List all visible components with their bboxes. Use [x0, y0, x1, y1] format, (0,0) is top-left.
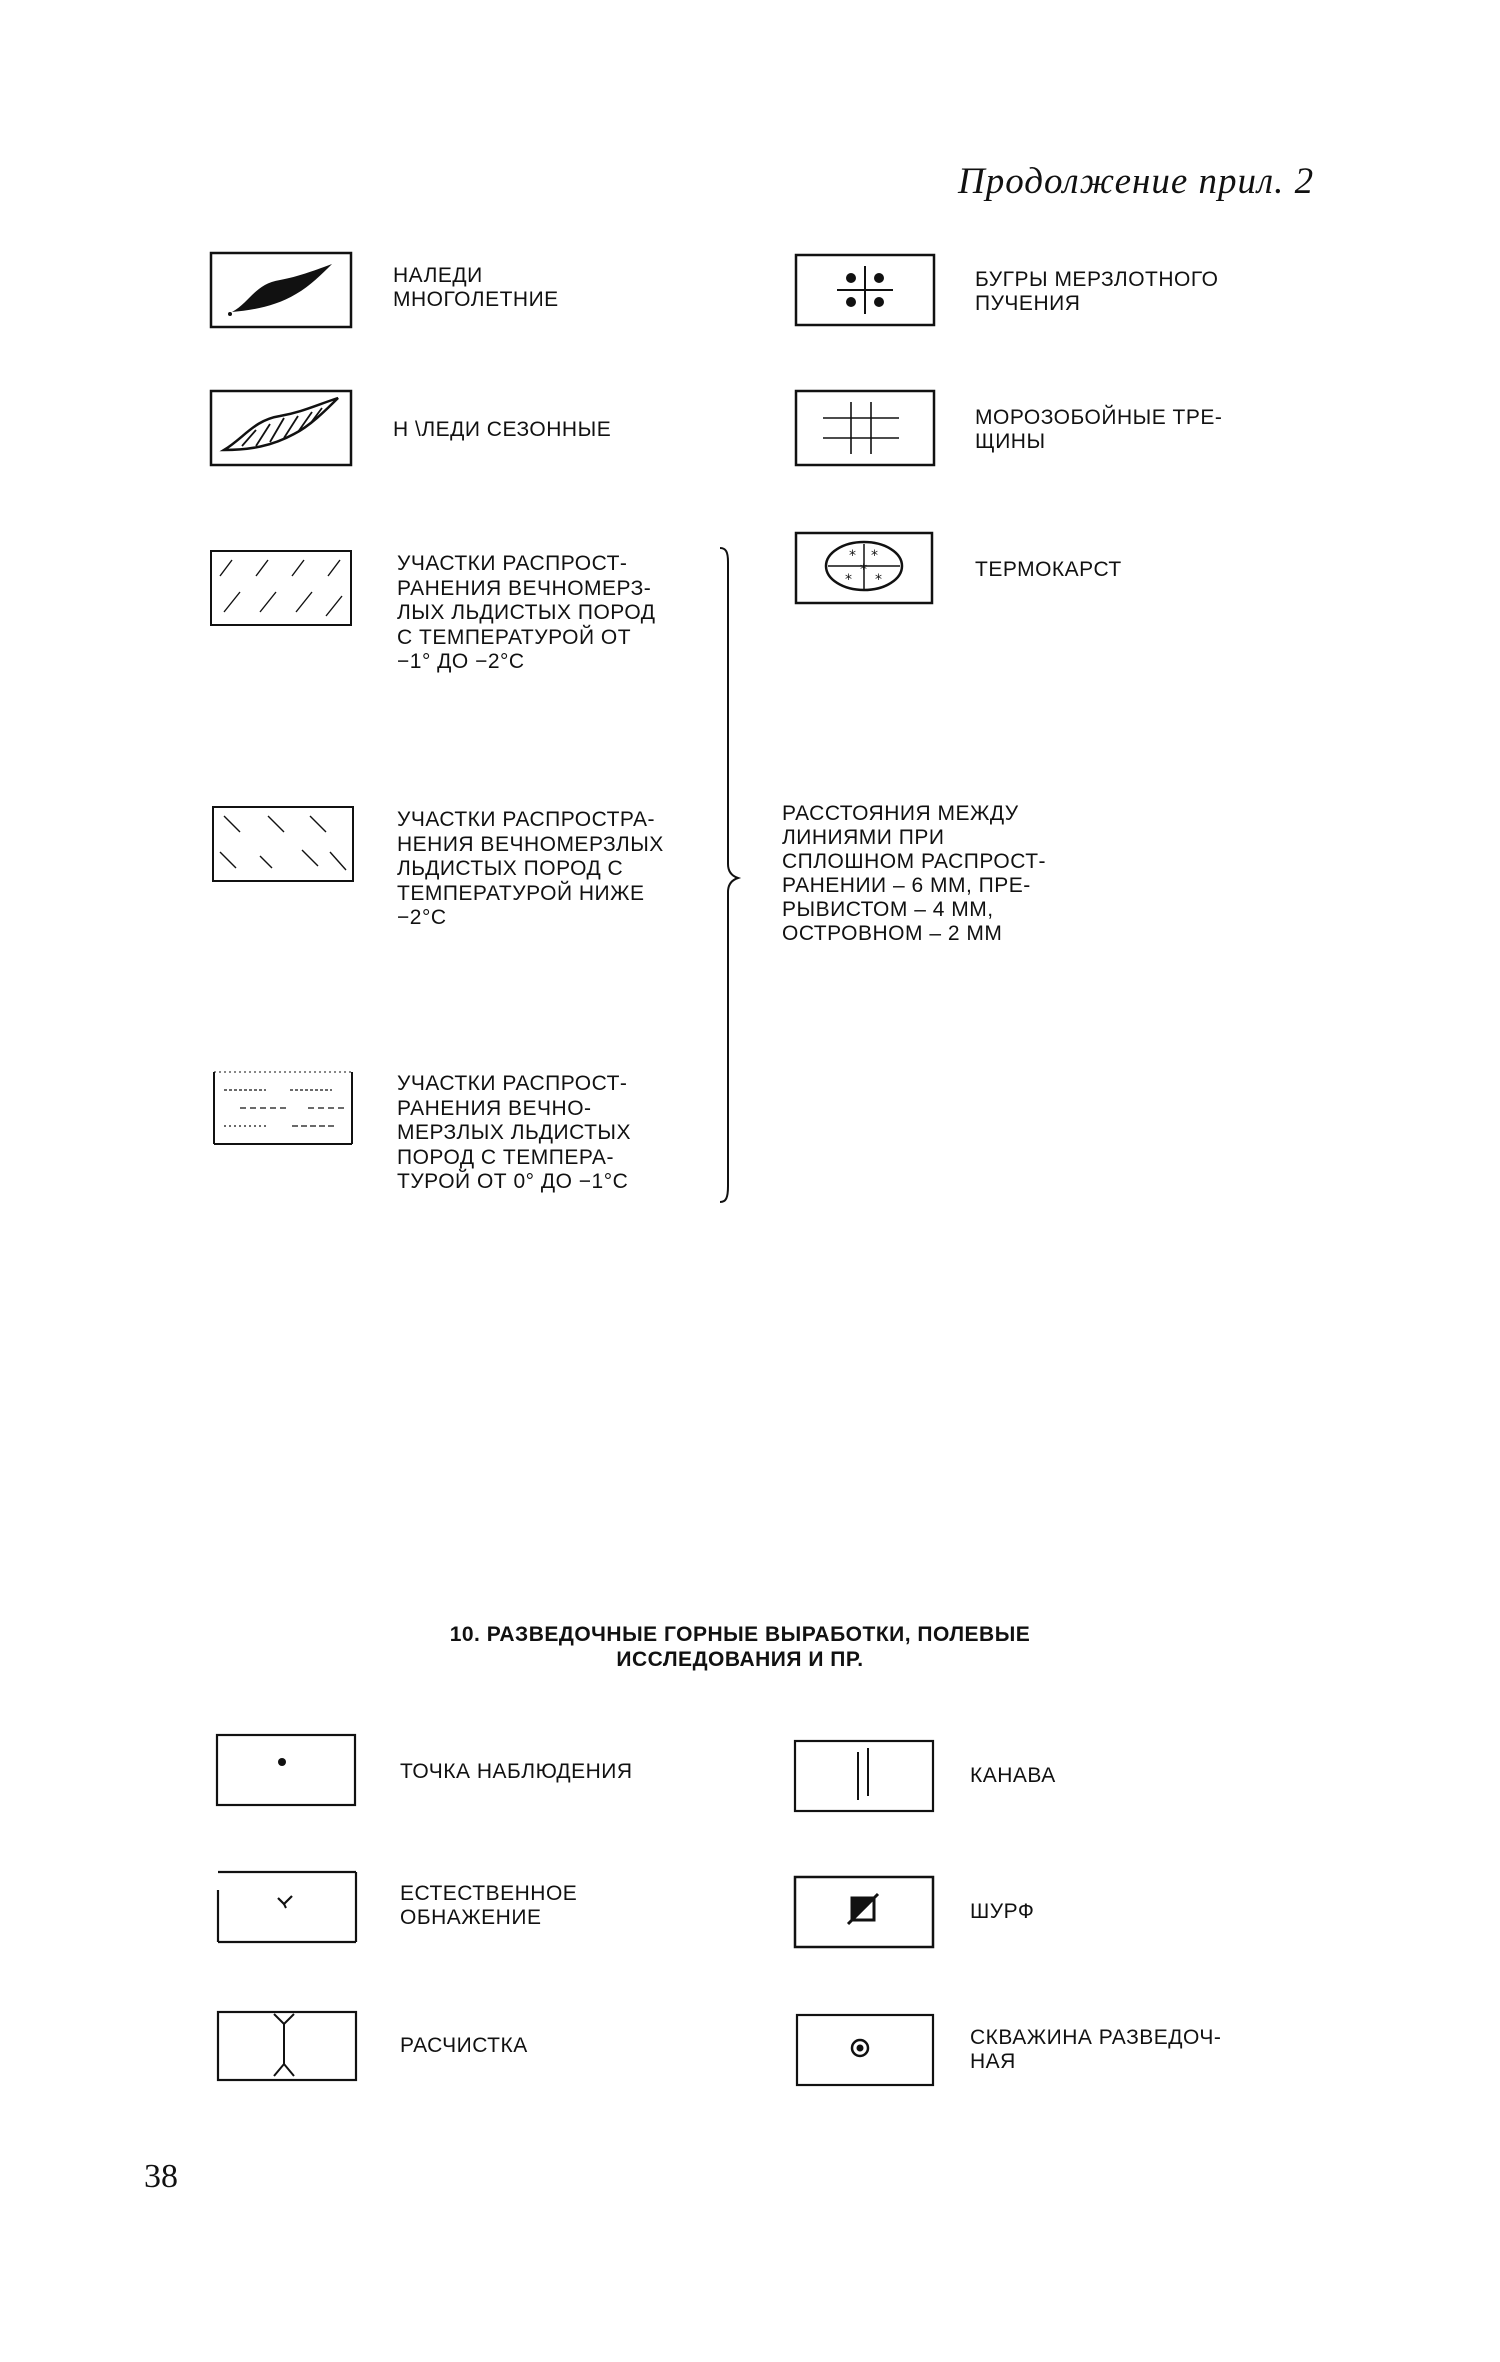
legend-label-clearing: РАСЧИСТКА	[400, 2034, 528, 2057]
seasonal-icing-icon	[210, 390, 352, 466]
svg-text:*: *	[871, 548, 878, 564]
brace-bracket	[716, 546, 746, 1206]
frost-cracks-icon	[795, 390, 935, 466]
legend-label-ice-rich-0-minus1: УЧАСТКИ РАСПРОСТ- РАНЕНИЯ ВЕЧНО- МЕРЗЛЫХ ЛЬДИСТЫХ ПОРОД С ТЕМПЕРА- ТУРОЙ ОТ 0° ДО −1°С	[397, 1072, 632, 1193]
svg-text:*: *	[860, 562, 867, 578]
legend-label-perennial-icing: НАЛЕДИ МНОГОЛЕТНИЕ	[393, 264, 559, 311]
section-title: 10. РАЗВЕДОЧНЫЕ ГОРНЫЕ ВЫРАБОТКИ, ПОЛЕВЫЕ ИССЛЕДОВАНИЯ И ПР.	[449, 1623, 1031, 1671]
legend-label-frost-heave: БУГРЫ МЕРЗЛОТНОГО ПУЧЕНИЯ	[975, 268, 1219, 315]
legend-label-exploration-well: СКВАЖИНА РАЗВЕДОЧ- НАЯ	[970, 2026, 1222, 2073]
page-number: 38	[144, 2158, 178, 2195]
svg-text:*: *	[845, 572, 852, 588]
legend-label-observation-point: ТОЧКА НАБЛЮДЕНИЯ	[400, 1760, 633, 1783]
legend-label-natural-outcrop: ЕСТЕСТВЕННОЕ ОБНАЖЕНИЕ	[400, 1882, 578, 1929]
back-hatch-icon	[212, 806, 354, 882]
natural-outcrop-icon	[216, 1870, 358, 1944]
pit-icon	[794, 1876, 934, 1948]
exploration-well-icon	[796, 2014, 934, 2086]
thermokarst-icon	[795, 532, 933, 604]
legend-label-seasonal-icing: Н \ЛЕДИ СЕЗОННЫЕ	[393, 418, 612, 441]
dashed-lines-icon	[212, 1070, 354, 1146]
forward-hatch-icon	[210, 550, 352, 626]
legend-label-pit: ШУРФ	[970, 1900, 1035, 1923]
legend-label-ice-rich-below-minus2: УЧАСТКИ РАСПРОСТРА- НЕНИЯ ВЕЧНОМЕРЗЛЫХ ЛЬДИСТЫХ ПОРОД С ТЕМПЕРАТУРОЙ НИЖЕ −2°С	[397, 808, 664, 929]
legend-label-frost-cracks: МОРОЗОБОЙНЫЕ ТРЕ- ЩИНЫ	[975, 406, 1223, 453]
line-spacing-note: РАССТОЯНИЯ МЕЖДУ ЛИНИЯМИ ПРИ СПЛОШНОМ РАСПРОСТ- РАНЕНИИ – 6 ММ, ПРЕ- РЫВИСТОМ – 4 ММ, ОСТРОВНОМ – 2 ММ	[782, 802, 1047, 945]
page-header: Продолжение прил. 2	[958, 161, 1315, 202]
perennial-icing-icon	[210, 252, 352, 328]
svg-text:*: *	[875, 572, 882, 588]
clearing-icon	[216, 2010, 358, 2082]
trench-icon	[794, 1740, 934, 1812]
observation-point-icon	[216, 1734, 356, 1806]
legend-label-thermokarst: ТЕРМОКАРСТ	[975, 558, 1122, 581]
svg-text:*: *	[849, 548, 856, 564]
frost-heave-mounds-icon	[795, 254, 935, 326]
legend-label-trench: КАНАВА	[970, 1764, 1056, 1787]
legend-label-ice-rich-minus1-minus2: УЧАСТКИ РАСПРОСТ- РАНЕНИЯ ВЕЧНОМЕРЗ- ЛЫХ ЛЬДИСТЫХ ПОРОД С ТЕМПЕРАТУРОЙ ОТ −1° ДО −2°С	[397, 552, 656, 673]
